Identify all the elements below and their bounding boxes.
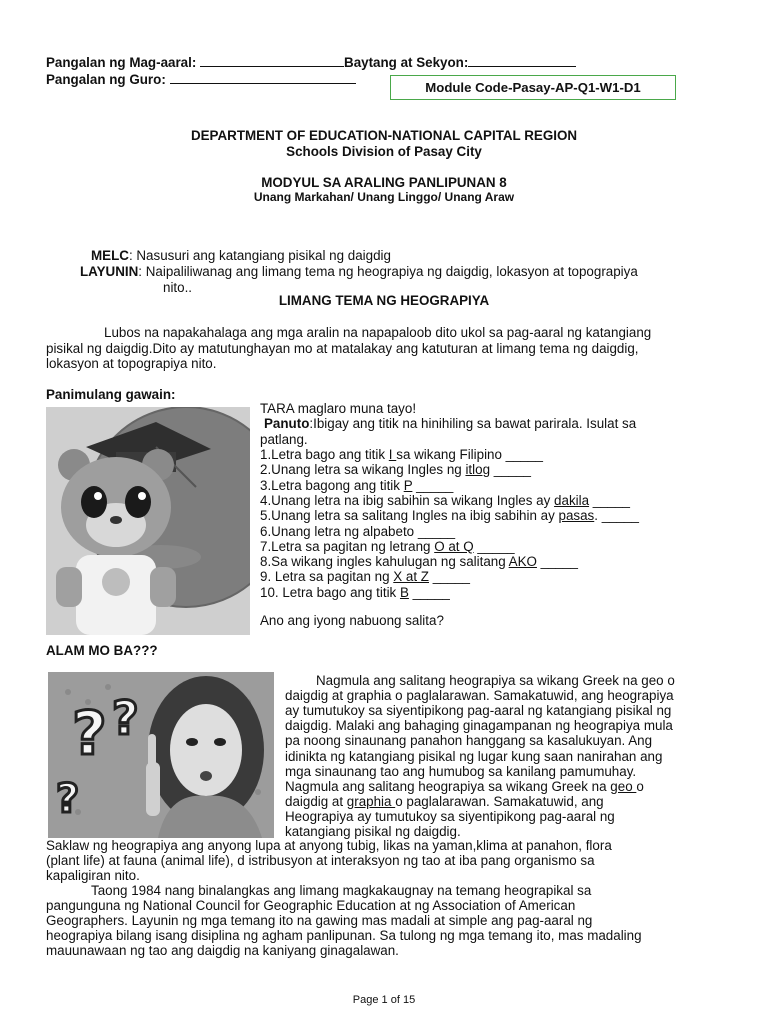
alam-line [285, 749, 662, 765]
module-title: MODYUL SA ARALING PANLIPUNAN 8 [261, 175, 507, 190]
riddle-item-text: 5.Unang letra sa salitang Ingles na ibig sabihin ay [260, 508, 559, 524]
riddle-item-keyword: B [399, 584, 409, 600]
text-span: ay tumutukoy sa siyentipikong pag-aaral ng katangiang pisikal ng [285, 703, 672, 719]
intro-line-3: lokasyon at topograpiya nito. [46, 356, 217, 371]
teacher-name-label: Pangalan ng Guro: [46, 72, 170, 87]
thinking-woman-image [48, 672, 274, 838]
grade-section-blank[interactable] [468, 55, 576, 67]
riddle-item-answer-blank: sa wikang Filipino _____ [396, 447, 543, 462]
taong-line-4: heograpiya bilang isang disiplina ng agham panlipunan. Sa tulong ng mga temang ito, mas madaling [46, 928, 642, 943]
saklaw-line-3: kapaligiran nito. [46, 868, 140, 883]
panuto-text-cont: patlang. [260, 432, 308, 447]
tara-text: TARA maglaro muna tayo! [260, 401, 417, 416]
riddle-item-answer-blank: _____ [412, 477, 454, 493]
riddle-item-keyword: itlog [465, 462, 491, 478]
riddle-item-keyword: X at Z [393, 569, 429, 585]
svg-text:?: ? [112, 691, 139, 745]
melc-label: MELC [91, 248, 129, 263]
riddle-item-text: 2.Unang letra sa wikang Ingles ng [260, 462, 466, 478]
text-span: o [636, 778, 644, 794]
riddle-item [260, 539, 515, 555]
alam-line [285, 718, 673, 734]
riddle-item [260, 585, 450, 601]
riddle-item-answer-blank: _____ [429, 569, 470, 585]
alam-line [285, 688, 674, 704]
riddle-item-answer-blank: _____ [408, 584, 450, 600]
division-title: Schools Division of Pasay City [286, 144, 482, 159]
department-title: DEPARTMENT OF EDUCATION-NATIONAL CAPITAL REGION [190, 128, 578, 143]
riddle-item [260, 554, 578, 570]
riddle-item-answer-blank: _____ [589, 492, 631, 508]
riddle-item-keyword: I [388, 447, 397, 462]
intro-line-1: Lubos na napakahalaga ang mga aralin na napapaloob dito ukol sa pag-aaral ng katangiang [104, 325, 652, 340]
text-span: mga sinaunang tao ang humubog sa kanilang pamumuhay. [285, 763, 637, 779]
text-span: daigdig. Malaki ang bahaging ginagampanan ng heograpiya mula [285, 718, 673, 734]
module-code-box: Module Code-Pasay-AP-Q1-W1-D1 [390, 75, 676, 100]
alam-line [316, 673, 675, 689]
taong-line-2: pangunguna ng National Council for Geographic Education at ng Association of American [46, 898, 576, 913]
melc-line [91, 248, 391, 264]
alam-line [285, 794, 604, 810]
riddle-item-text: 10. Letra bago ang titik [260, 584, 400, 600]
riddle-item [260, 524, 455, 540]
text-span: Heograpiya ay tumutukoy sa siyentipikong pag-aaral ng [285, 808, 615, 824]
saklaw-line-1: Saklaw ng heograpiya ang anyong lupa at anyong tubig, likas na yaman,klima at panahon, flora [46, 838, 612, 853]
riddle-item [260, 569, 470, 585]
alam-line [285, 703, 671, 719]
intro-line-2: pisikal ng daigdig.Dito ay matutunghayan mo at matalakay ang katuturan at limang tema ng daigdig, [46, 341, 639, 356]
svg-text:?: ? [56, 776, 80, 822]
layunin-line [80, 264, 638, 280]
riddle-item-text: 9. Letra sa pagitan ng [260, 569, 394, 585]
page-footer: Page 1 of 15 [352, 994, 416, 1006]
teacher-name-blank[interactable] [170, 72, 356, 84]
svg-text:?: ? [72, 699, 107, 769]
student-name-blank[interactable] [200, 55, 344, 67]
panuto-line [264, 416, 636, 432]
riddle-item-keyword: O at Q [434, 538, 474, 554]
riddle-item [260, 478, 453, 494]
riddle-item-answer-blank: _____ [473, 538, 515, 554]
section-title: LIMANG TEMA NG HEOGRAPIYA [278, 293, 490, 308]
panimula-heading: Panimulang gawain: [46, 387, 176, 402]
text-span: daigdig at [285, 793, 347, 809]
riddle-item-text: 1.Letra bago ang titik [260, 447, 389, 462]
student-name-field [46, 55, 576, 70]
riddle-item-text: 7.Letra sa pagitan ng letrang [260, 538, 435, 554]
riddle-item [260, 447, 543, 463]
alam-line [285, 733, 652, 749]
teacher-name-field [46, 72, 356, 87]
riddle-item [260, 508, 639, 524]
riddle-item-text: 4.Unang letra na ibig sabihin sa wikang Ingles ay [260, 492, 555, 508]
text-span: o paglalarawan. Samakatuwid, ang [395, 793, 604, 809]
riddle-item-text: 3.Letra bagong ang titik [260, 477, 404, 493]
text-span: katangiang pisikal ng daigdig. [285, 824, 461, 839]
text-span: Nagmula ang salitang heograpiya sa wikang Greek na [285, 778, 611, 794]
layunin-text-cont: nito.. [163, 280, 193, 295]
alam-line [285, 779, 644, 795]
alam-line [285, 764, 636, 780]
riddle-item-answer-blank: _____ [536, 554, 578, 570]
taong-line-3: Geographers. Layunin ng mga temang ito na gawing mas madali at simple ang pag-aaral ng [46, 913, 593, 928]
riddle-item-answer-blank: . _____ [594, 508, 639, 524]
riddle-item-keyword: AKO [508, 554, 537, 570]
panuto-text: :Ibigay ang titik na hinihiling sa bawat parirala. Isulat sa [309, 416, 637, 431]
riddle-item-text: 8.Sa wikang ingles kahulugan ng salitang [260, 554, 509, 570]
saklaw-line-2: (plant life) at fauna (animal life), d istribusyon at interaksyon ng tao at iba pang organismo sa [46, 853, 595, 868]
question-text: Ano ang iyong nabuong salita? [260, 613, 444, 628]
keyword-geo: geo [610, 778, 637, 794]
riddle-item [260, 462, 531, 478]
text-span: pa noong sinaunang panahon hanggang sa kasalukuyan. Ang [285, 733, 653, 749]
text-span: Nagmula ang salitang heograpiya sa wikang Greek na geo o [316, 673, 675, 688]
layunin-text: : Naipaliliwanag ang limang tema ng heograpiya ng daigdig, lokasyon at topograpiya [138, 264, 638, 279]
melc-text: : Nasusuri ang katangiang pisikal ng daigdig [128, 248, 391, 263]
taong-line-5: mauunawaan ng tao ang daigdig na kaniyang ginagalawan. [46, 943, 399, 958]
riddle-item-keyword: P [403, 477, 413, 493]
grade-section-label: Baytang at Sekyon: [344, 55, 469, 70]
alam-line [285, 809, 615, 825]
riddle-item-text: 6.Unang letra ng alpabeto _____ [260, 523, 456, 539]
panuto-label: Panuto [264, 416, 310, 431]
text-span: idinikta ng katangiang pisikal ng lugar kung saan nanirahan ang [285, 748, 663, 764]
keyword-graphia: graphia [346, 793, 396, 809]
schedule-subtitle: Unang Markahan/ Unang Linggo/ Unang Araw [253, 190, 515, 204]
text-span: daigdig at graphia o paglalarawan. Samakatuwid, ang heograpiya [285, 688, 674, 704]
riddle-item-answer-blank: _____ [490, 462, 531, 478]
alam-heading: ALAM MO BA??? [46, 643, 158, 658]
layunin-label: LAYUNIN [80, 264, 139, 279]
riddle-item-keyword: dakila [554, 492, 590, 508]
riddle-item [260, 493, 630, 509]
riddle-item-keyword: pasas [558, 508, 595, 524]
mascot-image [46, 407, 250, 635]
student-name-label: Pangalan ng Mag-aaral: [46, 55, 201, 70]
taong-line-1: Taong 1984 nang binalangkas ang limang magkakaugnay na temang heograpikal sa [91, 883, 592, 898]
